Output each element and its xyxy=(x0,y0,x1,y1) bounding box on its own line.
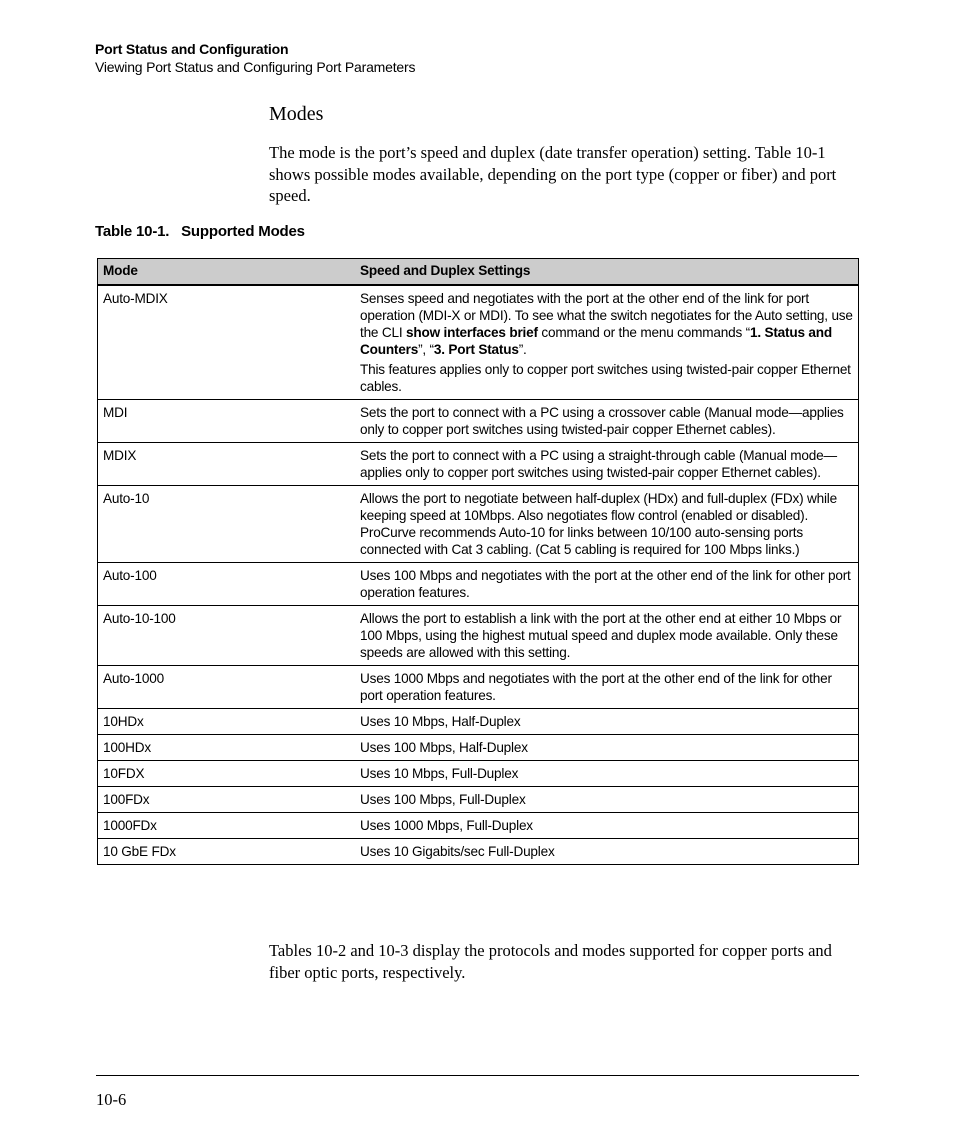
mode-cell: 10FDX xyxy=(98,761,356,787)
settings-cell: Allows the port to establish a link with the port at the other end at either 10 Mbps or 100 Mbps, using the highest mutual speed and duplex mode available. Only these speeds are allowed with this setting. xyxy=(355,606,859,666)
settings-cell: Uses 1000 Mbps and negotiates with the port at the other end of the link for other port operation features. xyxy=(355,666,859,709)
table-row xyxy=(98,709,859,735)
settings-cell: Uses 10 Mbps, Full-Duplex xyxy=(355,761,859,787)
table-header-row xyxy=(98,259,859,286)
intro-paragraph: The mode is the port’s speed and duplex (date transfer operation) setting. Table 10-1 shows possible modes available, depending on the port type (copper or fiber) and port speed. xyxy=(269,143,837,205)
column-header-mode: Mode xyxy=(98,259,356,286)
table-row xyxy=(98,285,859,400)
settings-text: ”, “ xyxy=(418,342,434,357)
settings-text: command or the menu commands “ xyxy=(537,325,750,340)
settings-cell: Uses 100 Mbps and negotiates with the port at the other end of the link for other port operation features. xyxy=(355,563,859,606)
settings-cell: Uses 100 Mbps, Full-Duplex xyxy=(355,787,859,813)
table-row xyxy=(98,787,859,813)
running-header-subtitle: Viewing Port Status and Configuring Port Parameters xyxy=(95,59,416,75)
menu-command: 1. Status and Counters xyxy=(360,325,832,357)
settings-note: This features applies only to copper port switches using twisted-pair copper Ethernet cables. xyxy=(360,362,851,394)
table-row xyxy=(98,839,859,865)
table-row xyxy=(98,400,859,443)
mode-cell: Auto-10 xyxy=(98,486,356,563)
settings-text: ”. xyxy=(518,342,527,357)
mode-cell: 100HDx xyxy=(98,735,356,761)
table-row xyxy=(98,606,859,666)
mode-cell: MDI xyxy=(98,400,356,443)
mode-cell: 10 GbE FDx xyxy=(98,839,356,865)
settings-cell: Sets the port to connect with a PC using a straight-through cable (Manual mode—applies only to copper port switches using twisted-pair copper Ethernet cables). xyxy=(355,443,859,486)
mode-cell: Auto-100 xyxy=(98,563,356,606)
settings-cell xyxy=(355,285,859,400)
mode-cell: 10HDx xyxy=(98,709,356,735)
table-row xyxy=(98,813,859,839)
settings-paragraph xyxy=(360,290,853,358)
table-row xyxy=(98,443,859,486)
settings-cell: Uses 100 Mbps, Half-Duplex xyxy=(355,735,859,761)
table-row xyxy=(98,666,859,709)
settings-cell: Allows the port to negotiate between half-duplex (HDx) and full-duplex (FDx) while keeping speed at 10Mbps. Also negotiates flow control (enabled or disabled). ProCurve recommends Auto-10 for links between 10/100 auto-sensing ports connected with Cat 3 cabling. (Cat 5 cabling is required for 100 Mbps links.) xyxy=(355,486,859,563)
settings-cell: Sets the port to connect with a PC using a crossover cable (Manual mode—applies only to copper port switches using twisted-pair copper Ethernet cables). xyxy=(355,400,859,443)
table-caption: Table 10-1. Supported Modes xyxy=(95,223,305,240)
table-row xyxy=(98,486,859,563)
table-row xyxy=(98,563,859,606)
cli-command: show interfaces brief xyxy=(406,325,538,340)
table-row xyxy=(98,761,859,787)
column-header-settings: Speed and Duplex Settings xyxy=(355,259,859,286)
settings-cell: Uses 10 Gigabits/sec Full-Duplex xyxy=(355,839,859,865)
menu-command: 3. Port Status xyxy=(433,342,519,357)
footer-divider xyxy=(96,1075,859,1076)
running-header-title: Port Status and Configuration xyxy=(95,41,289,57)
mode-cell: Auto-10-100 xyxy=(98,606,356,666)
mode-cell: Auto-MDIX xyxy=(98,285,356,400)
closing-paragraph: Tables 10-2 and 10-3 display the protocols and modes supported for copper ports and fiber optic ports, respectively. xyxy=(269,941,832,982)
supported-modes-table xyxy=(97,258,859,865)
settings-text: Senses speed and negotiates with the port at the other end of the link for port operation (MDI-X or MDI). To see what the switch negotiates for the Auto setting, use the CLI xyxy=(360,291,853,340)
settings-cell: Uses 10 Mbps, Half-Duplex xyxy=(355,709,859,735)
mode-cell: MDIX xyxy=(98,443,356,486)
mode-cell: 1000FDx xyxy=(98,813,356,839)
mode-cell: 100FDx xyxy=(98,787,356,813)
settings-cell: Uses 1000 Mbps, Full-Duplex xyxy=(355,813,859,839)
mode-cell: Auto-1000 xyxy=(98,666,356,709)
page-number: 10-6 xyxy=(96,1090,127,1109)
table-row xyxy=(98,735,859,761)
section-heading: Modes xyxy=(269,103,324,125)
